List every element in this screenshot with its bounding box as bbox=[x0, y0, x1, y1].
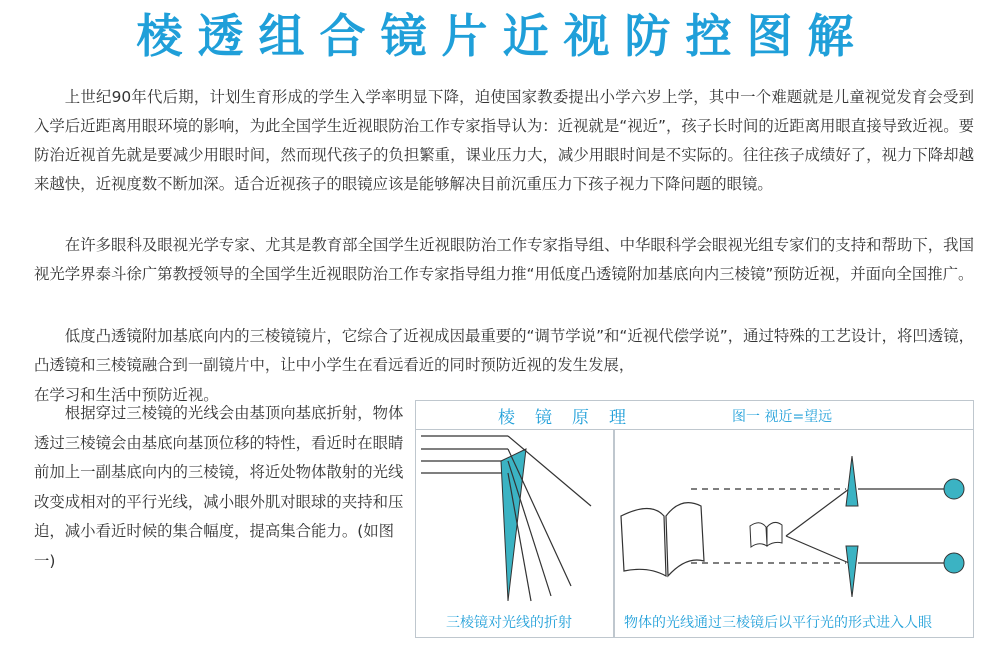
small-book-right-icon bbox=[767, 522, 782, 546]
prism-principle-figure bbox=[415, 400, 974, 638]
paragraph-4: 根据穿过三棱镜的光线会由基顶向基底折射，物体透过三棱镜会由基底向基顶位移的特性，看近时在眼睛前加上一副基底向内的三棱镜，将近处物体散射的光线改变成相对的平行光线，减小眼外肌对眼球的夹持和压迫，减小看近时候的集合幅度，提高集合能力。(如图一) bbox=[34, 404, 404, 570]
refraction-diagram bbox=[421, 436, 591, 601]
figure-caption-left: 三棱镜对光线的折射 bbox=[446, 615, 572, 631]
book-right-page-icon bbox=[666, 503, 704, 576]
paragraph-3-tail: 在学习和生活中预防近视。 bbox=[34, 386, 219, 404]
figure-caption-top: 图一 视近=望远 bbox=[732, 409, 833, 425]
small-book-left-icon bbox=[750, 523, 767, 547]
page-title: 棱透组合镜片近视防控图解 bbox=[136, 9, 869, 63]
eye-upper-icon bbox=[944, 479, 964, 499]
figure-caption-right: 物体的光线通过三棱镜后以平行光的形式进入人眼 bbox=[624, 615, 932, 631]
paragraph-3: 低度凸透镜附加基底向内的三棱镜镜片，它综合了近视成因最重要的“调节学说”和“近视代偿学说”，通过特殊的工艺设计，将凹透镜，凸透镜和三棱镜融合到一副镜片中，让中小学生在看远看近的同时预防近视的发生发展， bbox=[34, 327, 974, 374]
figure-illustrations bbox=[416, 401, 973, 637]
paragraph-1: 上世纪90年代后期，计划生育形成的学生入学率明显下降，迫使国家教委提出小学六岁上学，其中一个难题就是儿童视觉发育会受到入学后近距离用眼环境的影响，为此全国学生近视眼防治工作专家指导认为：近视就是“视近”，孩子长时间的近距离用眼直接导致近视。要防治近视首先就是要减少用眼时间，然而现代孩子的负担繁重，课业压力大，减少用眼时间是不实际的。往往孩子成绩好了，视力下降却越来越快，近视度数不断加深。适合近视孩子的眼镜应该是能够解决目前沉重压力下孩子视力下降问题的眼镜。 bbox=[34, 88, 974, 193]
upper-prism-icon bbox=[846, 456, 858, 506]
book-left-page-icon bbox=[621, 509, 666, 577]
paragraph-2: 在许多眼科及眼视光学专家、尤其是教育部全国学生近视眼防治工作专家指导组、中华眼科学会眼视光组专家们的支持和帮助下，我国视光学界泰斗徐广第教授领导的全国学生近视眼防治工作专家指导组力推“用低度凸透镜附加基底向内三棱镜”预防近视，并面向全国推广。 bbox=[34, 236, 974, 283]
lower-prism-icon bbox=[846, 546, 858, 597]
ray-to-upper-prism bbox=[786, 489, 849, 536]
eye-diagram bbox=[621, 456, 964, 597]
eye-lower-icon bbox=[944, 553, 964, 573]
figure-title: 棱镜原理 bbox=[498, 408, 646, 428]
prism-icon bbox=[501, 449, 526, 601]
ray-to-lower-prism bbox=[786, 536, 849, 563]
